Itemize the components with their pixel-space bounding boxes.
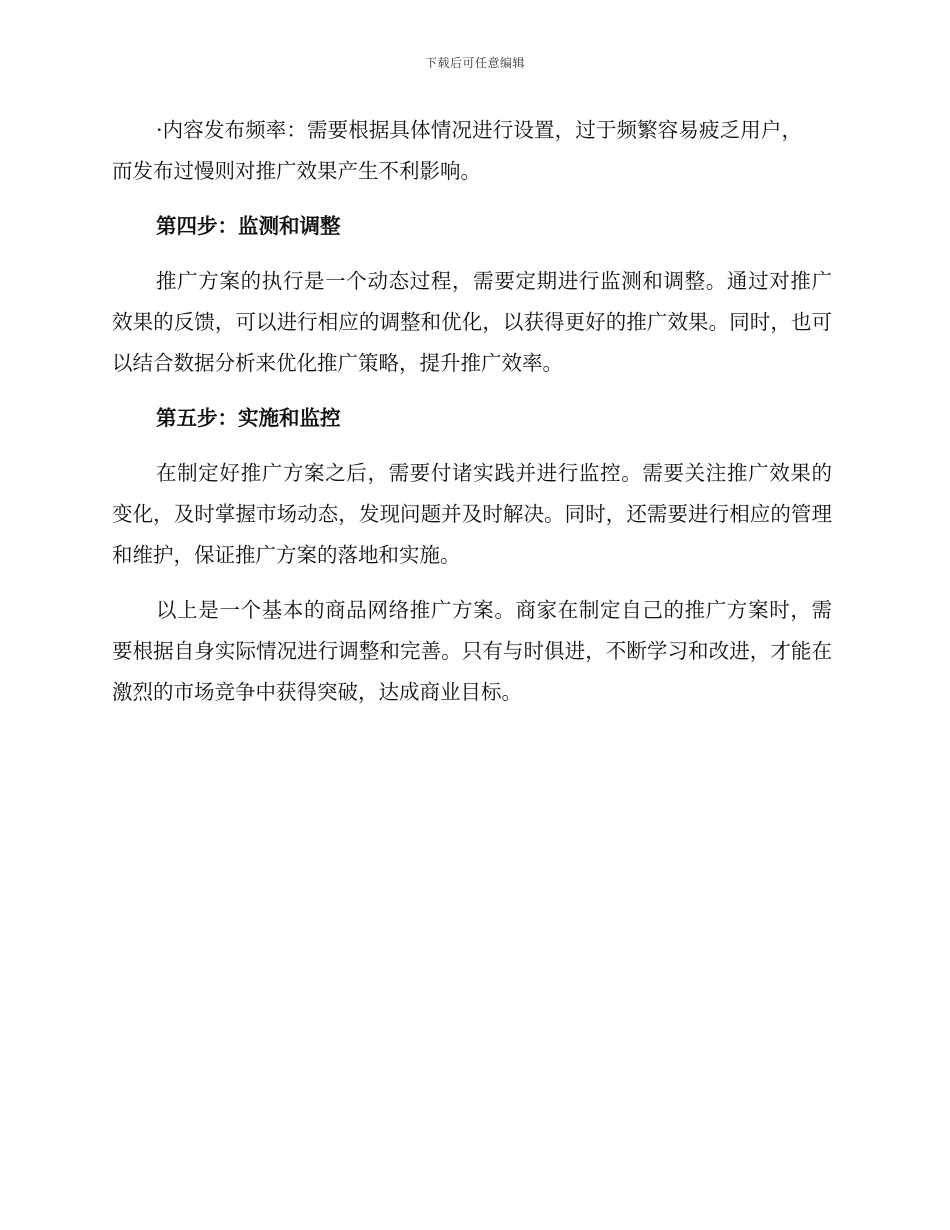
step5-heading: 第五步：实施和监控 [156, 406, 341, 430]
page-header: 下载后可任意编辑 [424, 56, 525, 70]
step4-paragraph: 推广方案的执行是一个动态过程，需要定期进行监测和调整。通过对推广效果的反馈，可以进行相应的调整和优化，以获得更好的推广效果。同时，也可以结合数据分析来优化推广策略，提升推广效率。 [112, 269, 832, 375]
step5-paragraph: 在制定好推广方案之后，需要付诸实践并进行监控。需要关注推广效果的变化，及时掌握市场动态，发现问题并及时解决。同时，还需要进行相应的管理和维护，保证推广方案的落地和实施。 [112, 461, 832, 567]
step4-heading: 第四步：监测和调整 [156, 214, 341, 238]
bullet-paragraph-publish-frequency: ·内容发布频率：需要根据具体情况进行设置，过于频繁容易疲乏用户，而发布过慢则对推广效果产生不利影响。 [112, 118, 802, 183]
document-body [112, 110, 832, 727]
conclusion-paragraph: 以上是一个基本的商品网络推广方案。商家在制定自己的推广方案时，需要根据自身实际情况进行调整和完善。只有与时俱进，不断学习和改进，才能在激烈的市场竞争中获得突破，达成商业目标。 [112, 598, 832, 704]
